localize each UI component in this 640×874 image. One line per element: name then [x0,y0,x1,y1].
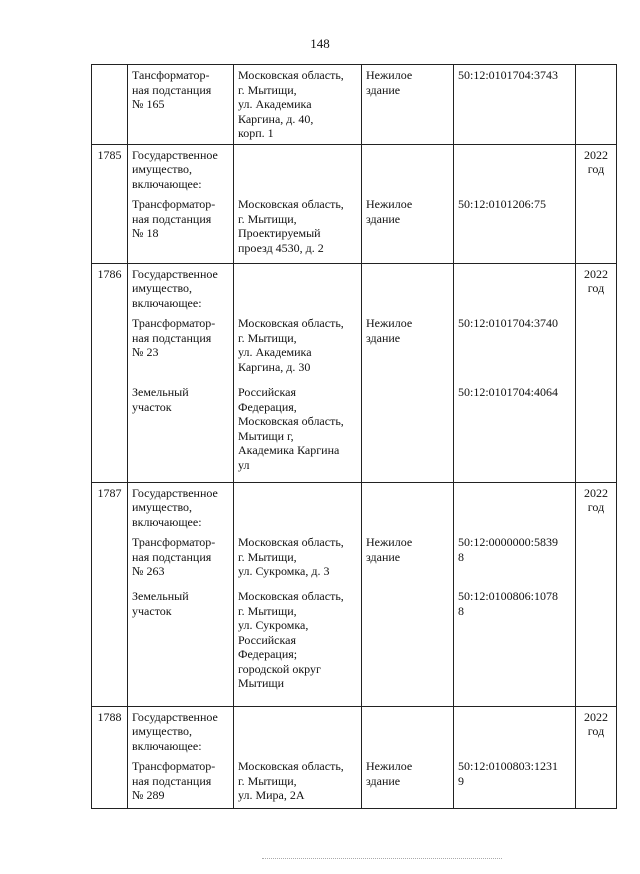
table-row [92,756,617,808]
transfer-year-cell: 2022 год [576,144,617,194]
object-name-cell: Государственное имущество, включающее: [128,706,234,756]
object-address-cell [234,482,362,532]
cadastral-number-cell [454,706,576,756]
row-number-cell: 1785 [92,144,128,194]
cadastral-number-cell: 50:12:0101704:4064 [454,382,576,482]
cadastral-number-cell [454,263,576,313]
transfer-year-cell [576,756,617,808]
row-number-cell [92,532,128,586]
object-address-cell: Российская Федерация, Московская область, Мытищи г, Академика Каргина ул [234,382,362,482]
object-purpose-cell: Нежилое здание [362,194,454,263]
object-purpose-cell [362,382,454,482]
cadastral-number-cell: 50:12:0101206:75 [454,194,576,263]
object-name-cell: Государственное имущество, включающее: [128,144,234,194]
cadastral-number-cell: 50:12:0101704:3743 [454,65,576,145]
object-purpose-cell: Нежилое здание [362,313,454,382]
table-row [92,144,617,194]
object-name-cell: Государственное имущество, включающее: [128,482,234,532]
object-purpose-cell [362,144,454,194]
object-address-cell [234,706,362,756]
object-name-cell: Трансформатор- ная подстанция № 23 [128,313,234,382]
transfer-year-cell [576,194,617,263]
row-number-cell [92,382,128,482]
row-number-cell [92,756,128,808]
object-address-cell: Московская область, г. Мытищи, Проектируемый проезд 4530, д. 2 [234,194,362,263]
table-row [92,313,617,382]
cadastral-number-cell [454,144,576,194]
table-row [92,482,617,532]
table-row [92,532,617,586]
object-name-cell: Трансформатор- ная подстанция № 18 [128,194,234,263]
cadastral-number-cell: 50:12:0100803:1231 9 [454,756,576,808]
object-address-cell: Московская область, г. Мытищи, ул. Академика Каргина, д. 40, корп. 1 [234,65,362,145]
table-row [92,65,617,145]
registry-body [92,65,617,809]
row-number-cell [92,65,128,145]
table-row [92,194,617,263]
transfer-year-cell: 2022 год [576,482,617,532]
row-number-cell: 1786 [92,263,128,313]
row-number-cell [92,586,128,706]
object-address-cell [234,144,362,194]
object-name-cell: Земельный участок [128,382,234,482]
row-number-cell: 1788 [92,706,128,756]
bottom-rule [262,858,502,859]
cadastral-number-cell: 50:12:0000000:5839 8 [454,532,576,586]
object-purpose-cell [362,482,454,532]
row-number-cell: 1787 [92,482,128,532]
transfer-year-cell: 2022 год [576,706,617,756]
transfer-year-cell [576,532,617,586]
transfer-year-cell [576,313,617,382]
object-purpose-cell: Нежилое здание [362,532,454,586]
table-row [92,706,617,756]
transfer-year-cell: 2022 год [576,263,617,313]
transfer-year-cell [576,586,617,706]
object-name-cell: Земельный участок [128,586,234,706]
transfer-year-cell [576,382,617,482]
property-registry-table [91,64,617,809]
table-row [92,263,617,313]
page-number: 148 [310,36,330,51]
row-number-cell [92,194,128,263]
object-address-cell [234,263,362,313]
cadastral-number-cell: 50:12:0101704:3740 [454,313,576,382]
object-purpose-cell: Нежилое здание [362,65,454,145]
object-purpose-cell [362,263,454,313]
transfer-year-cell [576,65,617,145]
object-name-cell: Государственное имущество, включающее: [128,263,234,313]
object-address-cell: Московская область, г. Мытищи, ул. Мира, 2А [234,756,362,808]
object-address-cell: Московская область, г. Мытищи, ул. Сукромка, Российская Федерация; городской округ Мытищи [234,586,362,706]
object-address-cell: Московская область, г. Мытищи, ул. Академика Каргина, д. 30 [234,313,362,382]
cadastral-number-cell: 50:12:0100806:1078 8 [454,586,576,706]
object-name-cell: Трансформатор- ная подстанция № 263 [128,532,234,586]
row-number-cell [92,313,128,382]
object-purpose-cell: Нежилое здание [362,756,454,808]
object-name-cell: Тансформатор- ная подстанция № 165 [128,65,234,145]
object-purpose-cell [362,586,454,706]
table-row [92,382,617,482]
cadastral-number-cell [454,482,576,532]
object-purpose-cell [362,706,454,756]
object-address-cell: Московская область, г. Мытищи, ул. Сукромка, д. 3 [234,532,362,586]
object-name-cell: Трансформатор- ная подстанция № 289 [128,756,234,808]
table-row [92,586,617,706]
